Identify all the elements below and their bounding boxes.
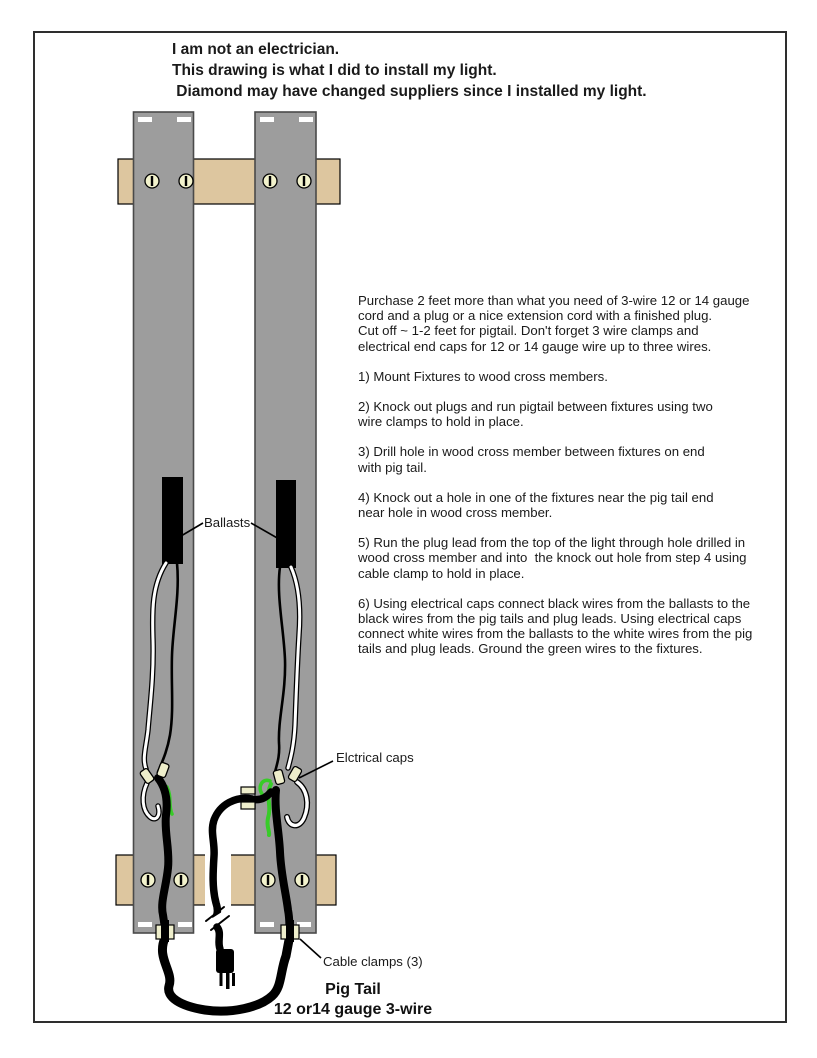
pigtail-cable bbox=[162, 938, 289, 1011]
instruction-line: 1) Mount Fixtures to wood cross members. bbox=[358, 368, 608, 384]
header-line: This drawing is what I did to install my light. bbox=[172, 62, 497, 79]
pigtail-subtitle-label: 12 or14 gauge 3-wire bbox=[273, 1001, 433, 1018]
electrical-caps-label: Elctrical caps bbox=[336, 750, 414, 765]
knockout-slot bbox=[138, 117, 152, 122]
instruction-line: Cut off ~ 1-2 feet for pigtail. Don't forget 3 wire clamps and bbox=[358, 323, 699, 339]
screw-icon bbox=[263, 174, 277, 188]
knockout-slot bbox=[260, 922, 274, 927]
knockout-slot bbox=[138, 922, 152, 927]
screw-icon bbox=[179, 174, 193, 188]
instruction-line: wood cross member and into the knock out hole from step 4 using bbox=[358, 550, 747, 566]
instruction-line: cord and a plug or a nice extension cord with a finished plug. bbox=[358, 308, 713, 324]
ballast-left bbox=[162, 477, 183, 564]
instruction-line: with pig tail. bbox=[358, 459, 427, 475]
header-line: Diamond may have changed suppliers since I installed my light. bbox=[172, 83, 647, 100]
knockout-slot bbox=[177, 117, 191, 122]
screw-icon bbox=[141, 873, 155, 887]
knockout-slot bbox=[299, 117, 313, 122]
plug bbox=[216, 949, 235, 989]
knockout-slot bbox=[260, 117, 274, 122]
plug-prong bbox=[232, 973, 235, 986]
ballast-right bbox=[276, 480, 296, 568]
instruction-line: 5) Run the plug lead from the top of the light through hole drilled in bbox=[358, 535, 746, 551]
pigtail-title-label: Pig Tail bbox=[325, 981, 381, 998]
instruction-line: near hole in wood cross member. bbox=[358, 505, 553, 521]
instruction-line: wire clamps to hold in place. bbox=[358, 414, 524, 430]
instruction-line: tails and plug leads. Ground the green wires to the fixtures. bbox=[358, 641, 703, 657]
ballasts-label: Ballasts bbox=[204, 515, 251, 530]
screw-icon bbox=[145, 174, 159, 188]
plug-lead-cable bbox=[217, 927, 220, 949]
instruction-line: connect white wires from the ballasts to the white wires from the pig bbox=[358, 626, 753, 642]
cable-clamps-label: Cable clamps (3) bbox=[323, 954, 423, 969]
instruction-line: 3) Drill hole in wood cross member between fixtures on end bbox=[358, 444, 705, 460]
instruction-line: 2) Knock out plugs and run pigtail between fixtures using two bbox=[358, 399, 713, 415]
plug-prong bbox=[220, 973, 223, 986]
instruction-line: electrical end caps for 12 or 14 gauge wire up to three wires. bbox=[358, 338, 712, 354]
knockout-slot bbox=[178, 922, 192, 927]
header-line: I am not an electrician. bbox=[172, 41, 340, 58]
instruction-line: cable clamp to hold in place. bbox=[358, 565, 525, 581]
instruction-line: black wires from the pig tails and plug leads. Using electrical caps bbox=[358, 611, 742, 627]
instruction-line: Purchase 2 feet more than what you need of 3-wire 12 or 14 gauge bbox=[358, 293, 750, 308]
instruction-line: 6) Using electrical caps connect black wires from the ballasts to the bbox=[358, 595, 751, 611]
plug-prong bbox=[226, 973, 230, 989]
screw-icon bbox=[174, 873, 188, 887]
screw-icon bbox=[297, 174, 311, 188]
leader-line bbox=[300, 939, 321, 958]
screw-icon bbox=[261, 873, 275, 887]
screw-icon bbox=[295, 873, 309, 887]
instruction-line: 4) Knock out a hole in one of the fixtures near the pig tail end bbox=[358, 489, 714, 505]
